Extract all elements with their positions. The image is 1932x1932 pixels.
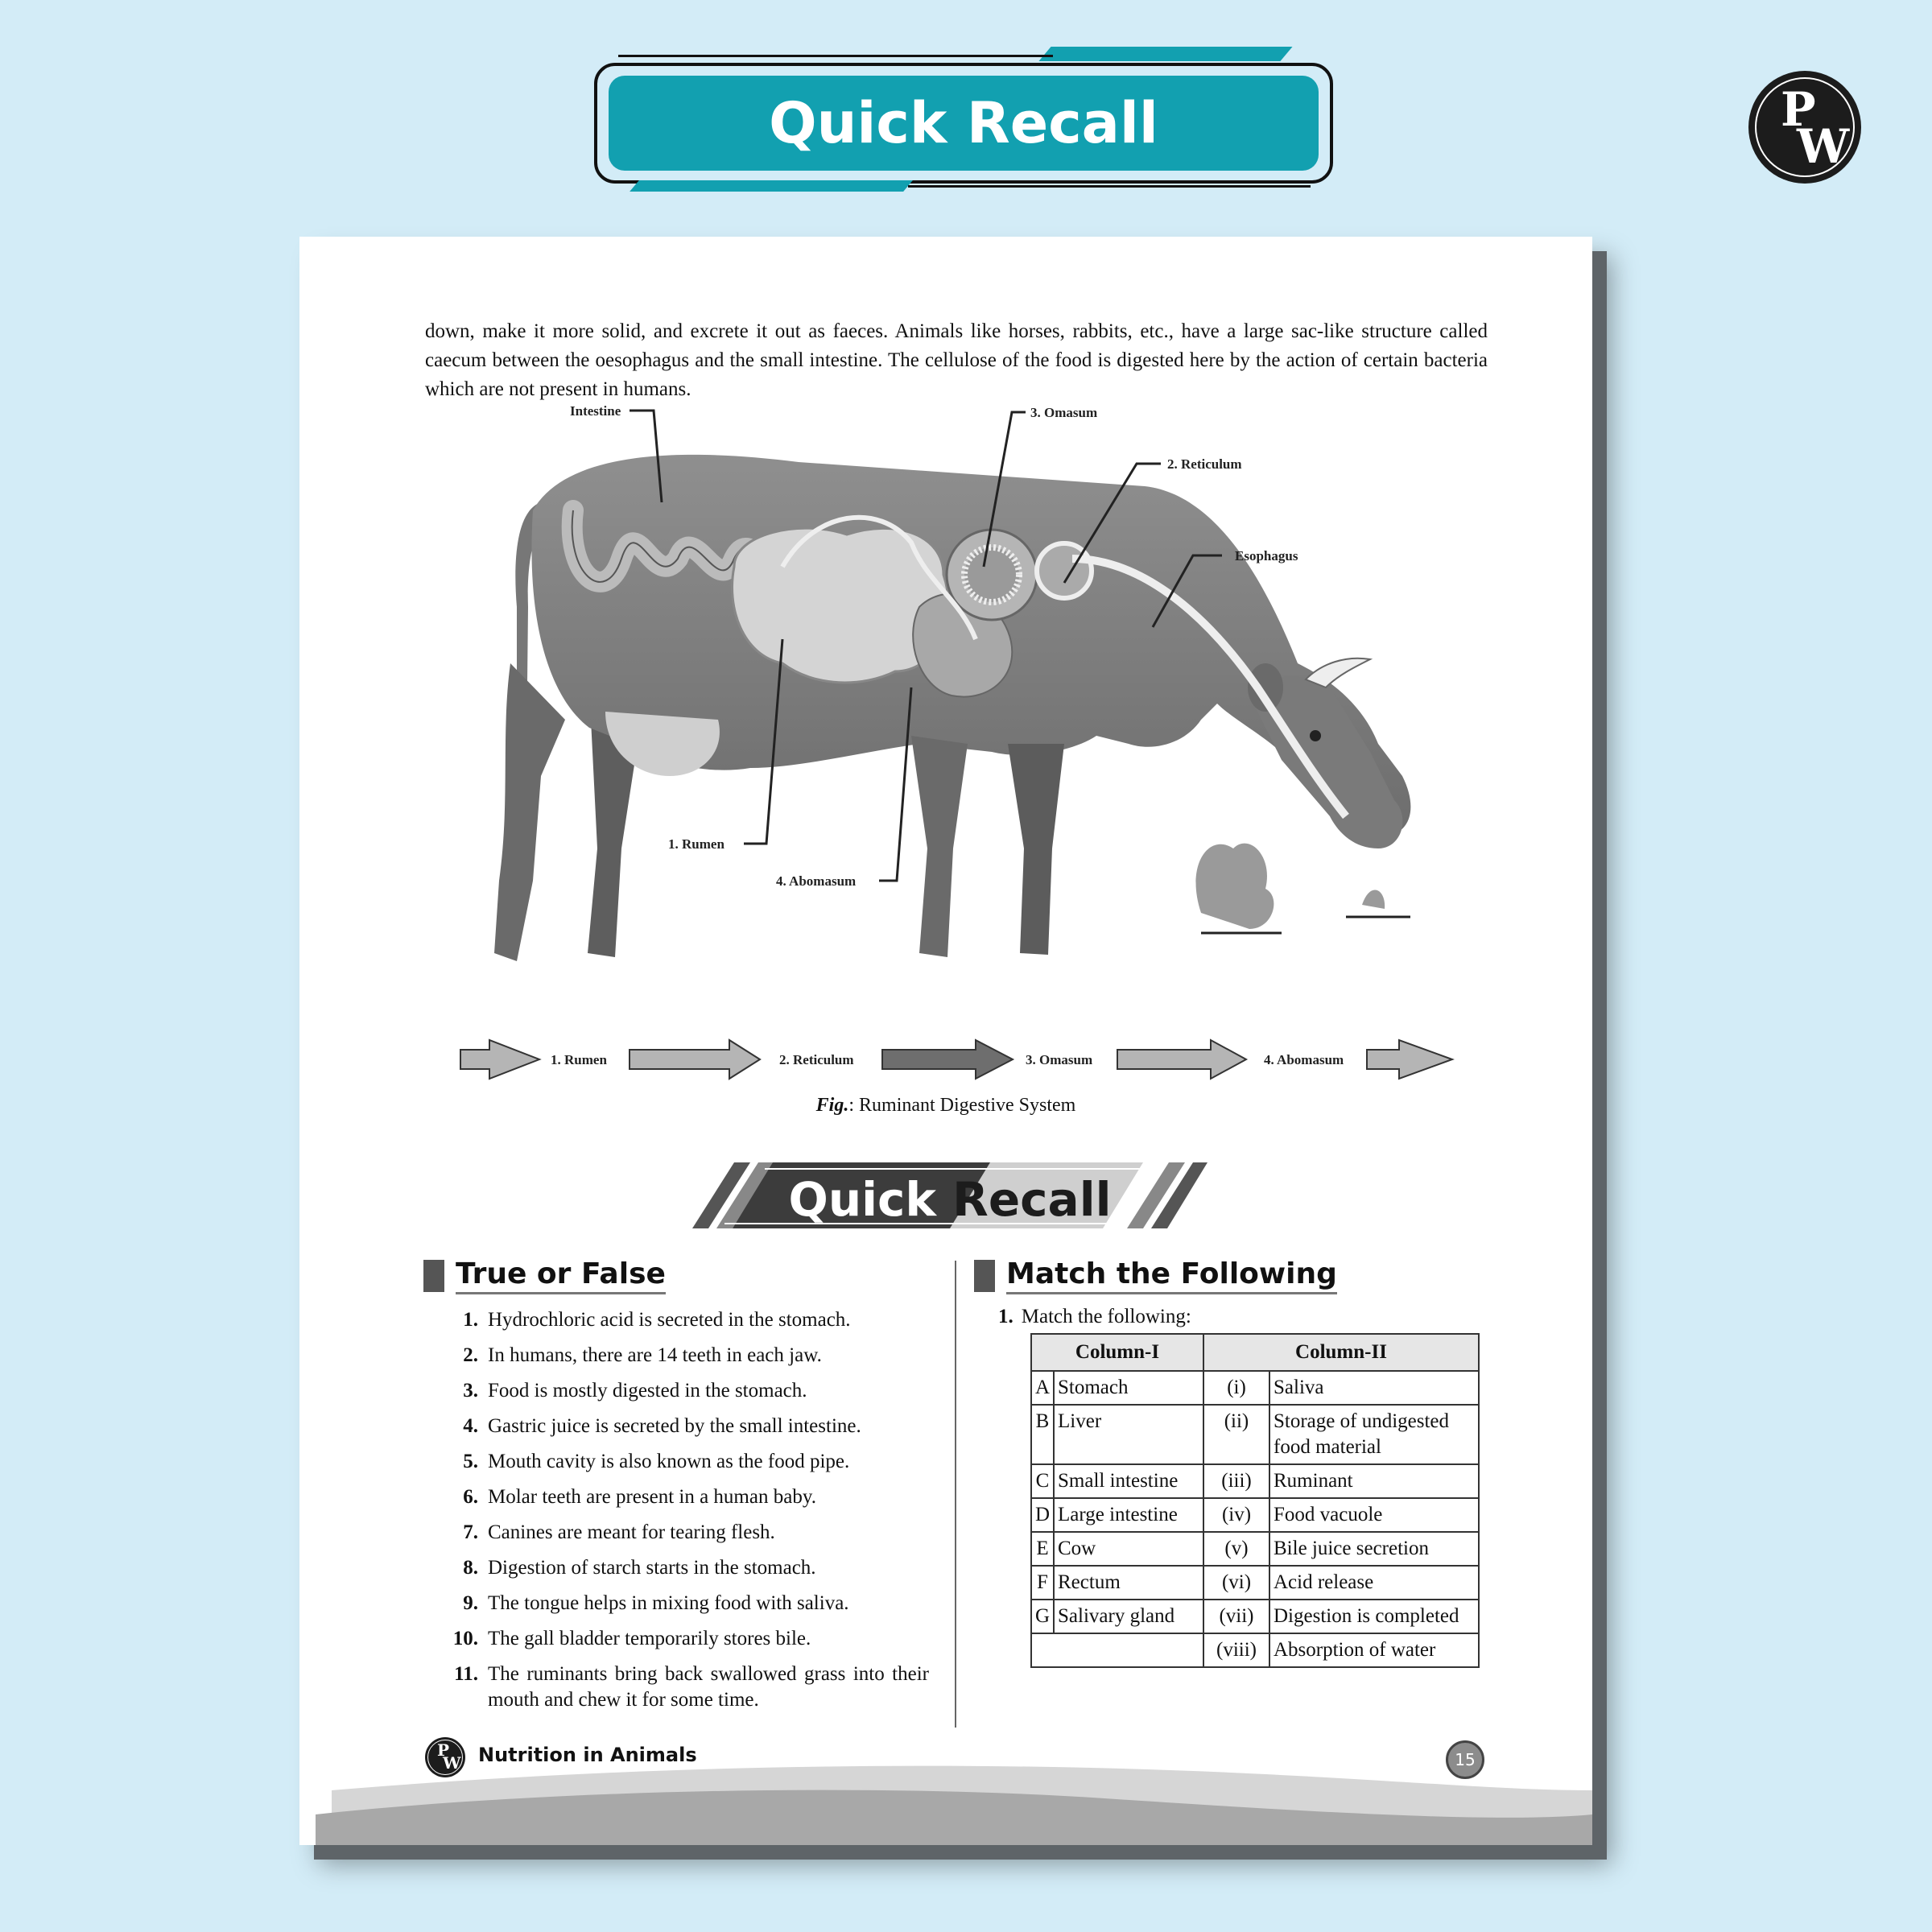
column-1-cell xyxy=(1031,1633,1203,1667)
column-1-cell: Small intestine xyxy=(1054,1464,1203,1498)
label-reticulum: 2. Reticulum xyxy=(1167,456,1242,472)
item-number: 5. xyxy=(463,1451,478,1472)
column-2-header: Column-II xyxy=(1203,1334,1479,1371)
match-question-text: Match the following: xyxy=(1021,1306,1191,1327)
banner-title: Quick Recall xyxy=(609,76,1319,171)
item-number: 7. xyxy=(463,1521,478,1543)
item-text: In humans, there are 14 teeth in each jaw. xyxy=(488,1344,822,1366)
label-esophagus: Esophagus xyxy=(1235,548,1298,564)
page-number: 15 xyxy=(1446,1740,1484,1779)
logo-letter-w: W xyxy=(443,1753,461,1773)
column-2-cell: Saliva xyxy=(1269,1371,1479,1405)
match-question xyxy=(998,1306,1191,1328)
figure-caption xyxy=(299,1095,1592,1117)
label-abomasum: 4. Abomasum xyxy=(776,873,857,889)
pw-logo xyxy=(425,1737,465,1777)
item-text: Digestion of starch starts in the stomach. xyxy=(488,1557,816,1579)
quick-recall-word-quick: Quick xyxy=(788,1172,936,1227)
item-number: 8. xyxy=(463,1557,478,1579)
flow-arrow xyxy=(460,1040,539,1079)
match-title: Match the Following xyxy=(1006,1257,1337,1294)
row-numeral: (ii) xyxy=(1203,1405,1269,1464)
row-letter: G xyxy=(1031,1600,1054,1633)
row-letter: B xyxy=(1031,1405,1054,1464)
true-false-item xyxy=(438,1449,929,1475)
logo-letter-p: P xyxy=(1781,82,1816,137)
match-heading xyxy=(974,1257,1337,1294)
row-letter: D xyxy=(1031,1498,1054,1532)
column-2-cell: Food vacuole xyxy=(1269,1498,1479,1532)
banner-frame xyxy=(594,63,1333,184)
match-table-row xyxy=(1031,1371,1479,1405)
true-false-item xyxy=(438,1343,929,1368)
page-footer xyxy=(299,1734,1592,1845)
cow-front-leg xyxy=(1008,744,1064,955)
plant xyxy=(1196,844,1274,929)
flow-arrow xyxy=(882,1040,1013,1079)
match-table-row xyxy=(1031,1498,1479,1532)
caption-prefix: Fig. xyxy=(815,1095,849,1116)
true-false-item xyxy=(438,1555,929,1581)
item-number: 11. xyxy=(454,1663,478,1685)
item-number: 6. xyxy=(463,1486,478,1508)
item-text: Mouth cavity is also known as the food pipe. xyxy=(488,1451,850,1472)
item-text: Molar teeth are present in a human baby. xyxy=(488,1486,816,1508)
row-letter: C xyxy=(1031,1464,1054,1498)
row-numeral: (iv) xyxy=(1203,1498,1269,1532)
banner-decoration xyxy=(618,55,1053,57)
column-1-header: Column-I xyxy=(1031,1334,1203,1371)
label-omasum: 3. Omasum xyxy=(1030,405,1098,420)
item-number: 1. xyxy=(463,1309,478,1331)
true-false-item xyxy=(438,1520,929,1546)
true-false-item xyxy=(438,1307,929,1333)
item-text: The ruminants bring back swallowed grass into their mouth and chew it for some time. xyxy=(488,1663,929,1711)
match-table-row xyxy=(1031,1633,1479,1667)
true-false-item xyxy=(438,1626,929,1652)
intro-paragraph: down, make it more solid, and excrete it out as faeces. Animals like horses, rabbits, etc., have a large sac-like structure called caecum between the oesophagus and the small intestine. The cellulose of the food is digested here by the action of certain bacteria which are not present in humans. xyxy=(425,320,1488,400)
true-false-heading xyxy=(423,1257,666,1294)
label-intestine: Intestine xyxy=(570,403,621,419)
item-number: 9. xyxy=(463,1592,478,1614)
row-numeral: (v) xyxy=(1203,1532,1269,1566)
flow-label-abomasum: 4. Abomasum xyxy=(1264,1052,1344,1067)
banner-decoration xyxy=(630,180,913,192)
flow-label-reticulum: 2. Reticulum xyxy=(779,1052,854,1067)
quick-recall-word-recall: Recall xyxy=(952,1172,1112,1227)
book-page xyxy=(299,237,1592,1845)
item-number: 2. xyxy=(463,1344,478,1366)
column-2-cell: Bile juice secretion xyxy=(1269,1532,1479,1566)
chapter-title: Nutrition in Animals xyxy=(478,1744,697,1766)
row-numeral: (viii) xyxy=(1203,1633,1269,1667)
item-text: Canines are meant for tearing flesh. xyxy=(488,1521,775,1543)
column-2-cell: Digestion is completed xyxy=(1269,1600,1479,1633)
item-number: 3. xyxy=(463,1380,478,1402)
label-rumen: 1. Rumen xyxy=(668,836,724,852)
flow-arrow xyxy=(630,1040,760,1079)
row-numeral: (i) xyxy=(1203,1371,1269,1405)
match-table-row xyxy=(1031,1405,1479,1464)
column-divider xyxy=(955,1261,956,1728)
quick-recall-title xyxy=(692,1159,1208,1240)
column-2-cell: Ruminant xyxy=(1269,1464,1479,1498)
cow-omasum xyxy=(964,547,1019,602)
heading-marker xyxy=(423,1260,444,1292)
item-text: Hydrochloric acid is secreted in the stomach. xyxy=(488,1309,851,1331)
column-1-cell: Liver xyxy=(1054,1405,1203,1464)
row-letter: F xyxy=(1031,1566,1054,1600)
match-table-row xyxy=(1031,1532,1479,1566)
match-table-row xyxy=(1031,1566,1479,1600)
cow-eye xyxy=(1310,730,1321,741)
true-false-item xyxy=(438,1484,929,1510)
match-table xyxy=(1030,1333,1480,1668)
column-1-cell: Rectum xyxy=(1054,1566,1203,1600)
column-1-cell: Large intestine xyxy=(1054,1498,1203,1532)
logo-letter-w: W xyxy=(1797,119,1850,174)
caption-text: : Ruminant Digestive System xyxy=(848,1095,1076,1116)
flow-arrow xyxy=(1367,1040,1452,1079)
flow-label-omasum: 3. Omasum xyxy=(1026,1052,1093,1067)
pw-logo xyxy=(1748,71,1861,184)
match-table-body xyxy=(1031,1371,1479,1667)
column-1-cell: Salivary gland xyxy=(1054,1600,1203,1633)
true-false-title: True or False xyxy=(456,1257,666,1294)
column-2-cell: Absorption of water xyxy=(1269,1633,1479,1667)
item-number: 10. xyxy=(452,1628,478,1649)
row-numeral: (vi) xyxy=(1203,1566,1269,1600)
row-numeral: (iii) xyxy=(1203,1464,1269,1498)
cow-front-leg xyxy=(911,736,968,957)
item-text: The tongue helps in mixing food with saliva. xyxy=(488,1592,849,1614)
match-table-row xyxy=(1031,1464,1479,1498)
match-table-header-row xyxy=(1031,1334,1479,1371)
quick-recall-header xyxy=(692,1159,1208,1240)
true-false-item xyxy=(438,1662,929,1713)
quick-recall-banner xyxy=(594,47,1338,192)
banner-decoration xyxy=(1038,47,1292,61)
match-table-row xyxy=(1031,1600,1479,1633)
banner-decoration xyxy=(908,185,1311,188)
heading-marker xyxy=(974,1260,995,1292)
plant xyxy=(1362,890,1385,909)
flow-arrow xyxy=(1117,1040,1246,1079)
logo-letter-p: P xyxy=(437,1740,450,1760)
item-number: 4. xyxy=(463,1415,478,1437)
item-text: Gastric juice is secreted by the small intestine. xyxy=(488,1415,861,1437)
true-false-item xyxy=(438,1378,929,1404)
row-letter: A xyxy=(1031,1371,1054,1405)
true-false-item xyxy=(438,1591,929,1616)
row-numeral: (vii) xyxy=(1203,1600,1269,1633)
cow-horn xyxy=(1306,658,1370,687)
column-2-cell: Storage of undigested food material xyxy=(1269,1405,1479,1464)
column-2-cell: Acid release xyxy=(1269,1566,1479,1600)
item-text: Food is mostly digested in the stomach. xyxy=(488,1380,807,1402)
match-question-number: 1. xyxy=(998,1306,1013,1327)
flow-label-rumen: 1. Rumen xyxy=(551,1052,607,1067)
ruminant-diagram xyxy=(299,398,1592,1090)
row-letter: E xyxy=(1031,1532,1054,1566)
true-false-item xyxy=(438,1414,929,1439)
column-1-cell: Stomach xyxy=(1054,1371,1203,1405)
cow-hind-leg xyxy=(494,663,565,961)
item-text: The gall bladder temporarily stores bile. xyxy=(488,1628,811,1649)
column-1-cell: Cow xyxy=(1054,1532,1203,1566)
true-false-list xyxy=(438,1307,929,1723)
